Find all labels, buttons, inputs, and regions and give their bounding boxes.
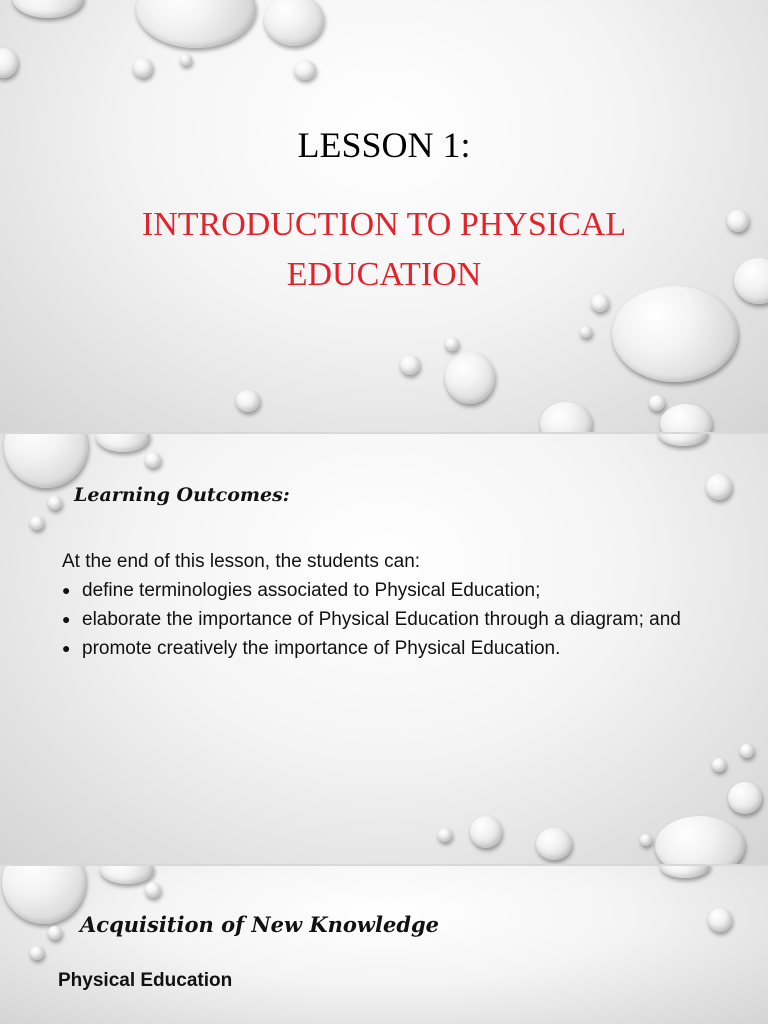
physical-education-label: Physical Education: [58, 970, 233, 991]
outcomes-list: [62, 576, 702, 663]
lesson-title: LESSON 1:: [297, 125, 471, 165]
outcomes-intro: At the end of this lesson, the students can:: [62, 551, 421, 572]
learning-outcomes-heading: Learning Outcomes:: [74, 484, 290, 506]
lesson-subtitle-line1: INTRODUCTION TO PHYSICAL: [141, 206, 627, 243]
lesson-subtitle: [0, 200, 768, 300]
slide-acquisition-knowledge: [0, 866, 768, 1024]
list-item: ● promote creatively the importance of Physical Education.: [62, 634, 702, 663]
list-item: ● define terminologies associated to Physical Education;: [62, 576, 702, 605]
list-item: ● elaborate the importance of Physical Education through a diagram; and: [62, 605, 702, 634]
water-drops-decoration: [0, 866, 768, 1024]
slide-lesson-title: [0, 0, 768, 432]
acquisition-heading: Acquisition of New Knowledge: [80, 912, 440, 937]
slide-learning-outcomes: [0, 434, 768, 864]
lesson-subtitle-line2: EDUCATION: [286, 256, 482, 293]
